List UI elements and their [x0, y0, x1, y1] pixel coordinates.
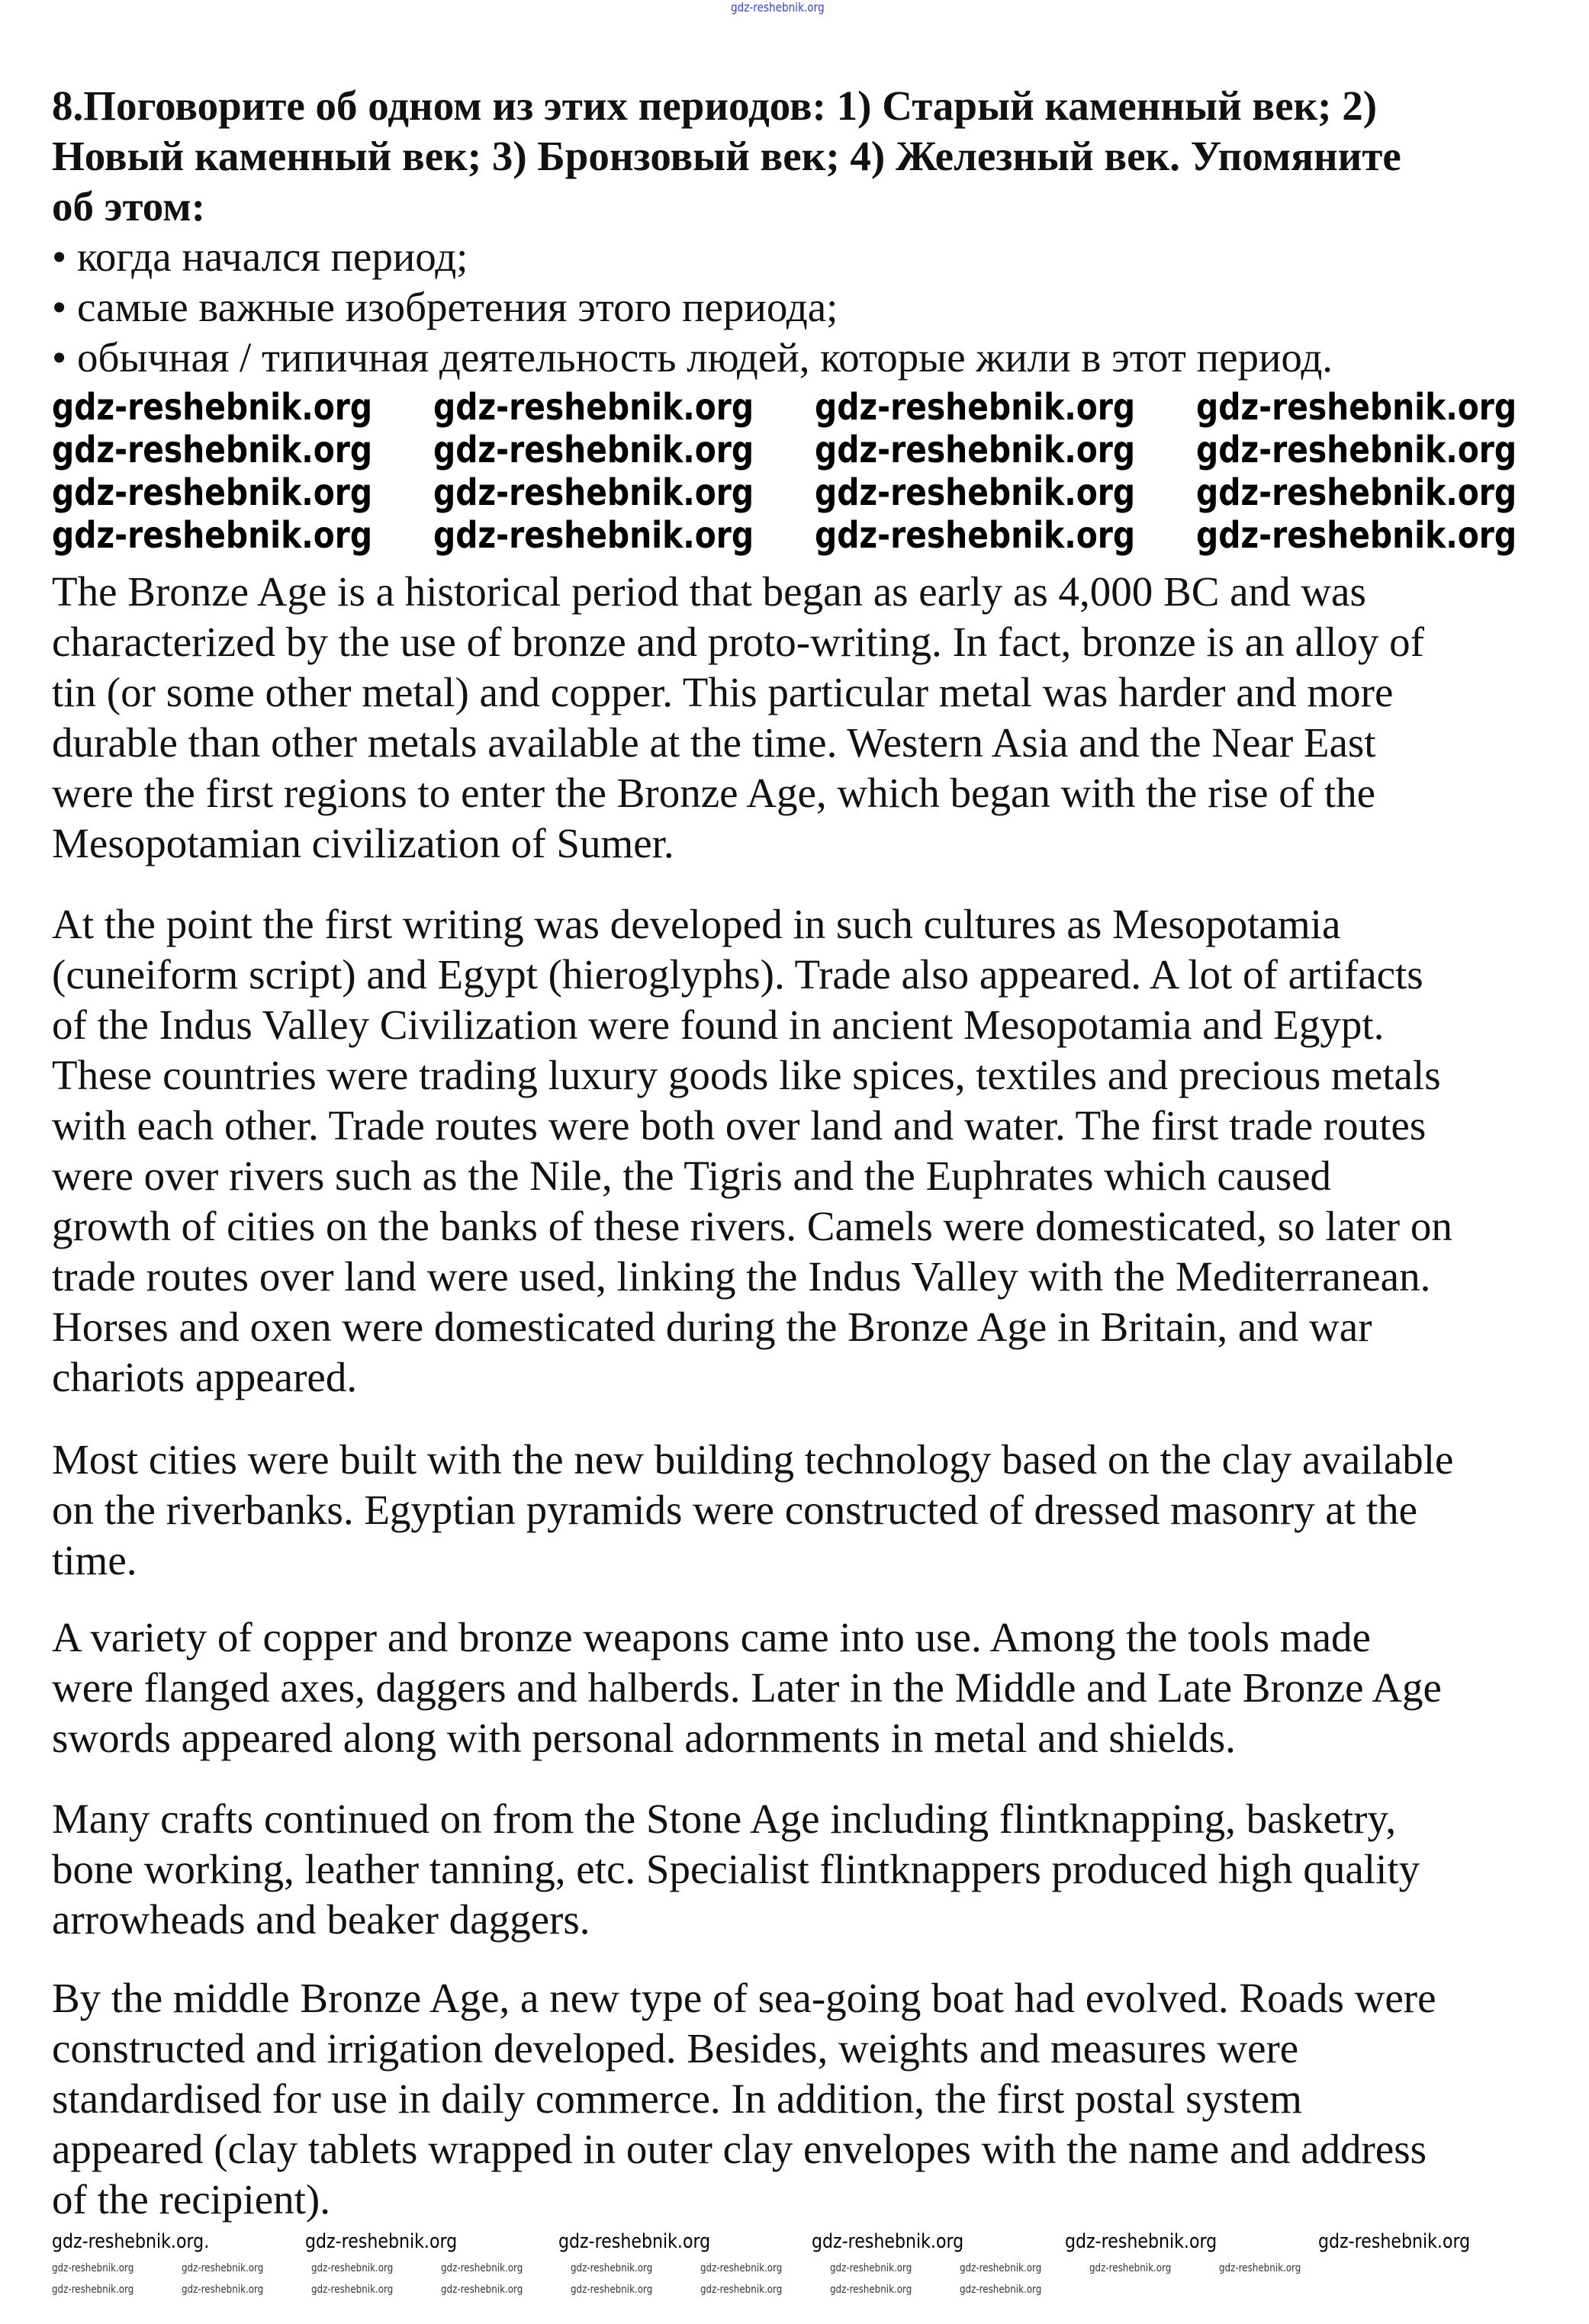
watermark: gdz-reshebnik.org [1196, 386, 1517, 429]
watermark: gdz-reshebnik.org [815, 429, 1136, 471]
watermark: gdz-reshebnik.org [1089, 2262, 1172, 2274]
paragraph-line: tin (or some other metal) and copper. This particular metal was harder and more [52, 669, 1394, 715]
answer-paragraph-4 [52, 1612, 1442, 1763]
answer-paragraph-2 [52, 899, 1452, 1403]
answer-paragraph-5 [52, 1794, 1420, 1945]
watermark: gdz-reshebnik.org [52, 429, 373, 471]
watermark: gdz-reshebnik.org [311, 2284, 394, 2296]
paragraph-line: At the point the first writing was developed in such cultures as Mesopotamia [52, 901, 1341, 947]
task-bullets [52, 232, 1333, 383]
paragraph-line: durable than other metals available at the time. Western Asia and the Near East [52, 719, 1376, 766]
paragraph-line: characterized by the use of bronze and proto-writing. In fact, bronze is an alloy of [52, 619, 1424, 665]
watermark: gdz-reshebnik.org [441, 2262, 523, 2274]
paragraph-line: arrowheads and beaker daggers. [52, 1896, 590, 1943]
watermark: gdz-reshebnik.org [52, 386, 373, 429]
answer-paragraph-6 [52, 1973, 1436, 2225]
paragraph-line: appeared (clay tablets wrapped in outer clay envelopes with the name and address [52, 2126, 1427, 2172]
watermark: gdz-reshebnik.org [52, 2284, 134, 2296]
paragraph-line: Many crafts continued on from the Stone Age including flintknapping, basketry, [52, 1795, 1397, 1842]
watermark: gdz-reshebnik.org [433, 514, 754, 557]
watermark: gdz-reshebnik.org [558, 2230, 711, 2253]
task-bullet: • обычная / типичная деятельность людей, которые жили в этот период. [52, 334, 1333, 381]
paragraph-line: constructed and irrigation developed. Besides, weights and measures were [52, 2025, 1299, 2072]
watermark: gdz-reshebnik.org [1196, 514, 1517, 557]
watermark: gdz-reshebnik.org [700, 2262, 783, 2274]
task-bullet: • когда начался период; [52, 233, 468, 280]
watermark: gdz-reshebnik.org [182, 2262, 264, 2274]
paragraph-line: were the first regions to enter the Bronze Age, which began with the rise of the [52, 770, 1375, 816]
paragraph-line: A variety of copper and bronze weapons came into use. Among the tools made [52, 1614, 1371, 1660]
answer-paragraph-3 [52, 1435, 1453, 1586]
task-heading-line: Новый каменный век; 3) Бронзовый век; 4) Железный век. Упомяните [52, 133, 1401, 179]
answer-paragraph-1 [52, 567, 1424, 869]
paragraph-line: were over rivers such as the Nile, the Tigris and the Euphrates which caused [52, 1152, 1332, 1199]
paragraph-line: swords appeared along with personal adornments in metal and shields. [52, 1715, 1236, 1761]
watermark: gdz-reshebnik.org [311, 2262, 394, 2274]
watermark: gdz-reshebnik.org [815, 471, 1136, 514]
watermark: gdz-reshebnik.org [441, 2284, 523, 2296]
paragraph-line: growth of cities on the banks of these rivers. Camels were domesticated, so later on [52, 1203, 1452, 1249]
task-text [52, 81, 1401, 232]
watermark: gdz-reshebnik.org [571, 2284, 653, 2296]
paragraph-line: with each other. Trade routes were both over land and water. The first trade routes [52, 1102, 1427, 1149]
paragraph-line: on the riverbanks. Egyptian pyramids were constructed of dressed masonry at the [52, 1487, 1418, 1533]
paragraph-line: By the middle Bronze Age, a new type of sea-going boat had evolved. Roads were [52, 1975, 1436, 2021]
watermark: gdz-reshebnik.org [182, 2284, 264, 2296]
watermark: gdz-reshebnik.org [815, 386, 1136, 429]
task-bullet: • самые важные изобретения этого периода; [52, 284, 838, 330]
watermark: gdz-reshebnik.org [305, 2230, 458, 2253]
task-heading-line: 8.Поговорите об одном из этих периодов: 1) Старый каменный век; 2) [52, 82, 1378, 129]
paragraph-line: (cuneiform script) and Egypt (hieroglyphs). Trade also appeared. A lot of artifacts [52, 951, 1423, 998]
paragraph-line: were flanged axes, daggers and halberds. Later in the Middle and Late Bronze Age [52, 1664, 1442, 1711]
paragraph-line: chariots appeared. [52, 1354, 358, 1400]
watermark: gdz-reshebnik.org [52, 471, 373, 514]
watermark: gdz-reshebnik.org [1318, 2230, 1471, 2253]
watermark: gdz-reshebnik.org [433, 386, 754, 429]
watermark: gdz-reshebnik.org [52, 514, 373, 557]
watermark: gdz-reshebnik.org [571, 2262, 653, 2274]
watermark: gdz-reshebnik.org [960, 2284, 1042, 2296]
watermark: gdz-reshebnik.org [812, 2230, 964, 2253]
watermark: gdz-reshebnik.org [830, 2284, 912, 2296]
watermark: gdz-reshebnik.org [960, 2262, 1042, 2274]
watermark: gdz-reshebnik.org [830, 2262, 912, 2274]
watermark: gdz-reshebnik.org. [52, 2230, 210, 2253]
watermark-top: gdz-reshebnik.org [731, 0, 825, 14]
watermark: gdz-reshebnik.org [433, 471, 754, 514]
task-heading-line: об этом: [52, 183, 206, 230]
paragraph-line: standardised for use in daily commerce. In addition, the first postal system [52, 2075, 1302, 2122]
watermark: gdz-reshebnik.org [1196, 471, 1517, 514]
watermark: gdz-reshebnik.org [433, 429, 754, 471]
watermark: gdz-reshebnik.org [1219, 2262, 1301, 2274]
watermark: gdz-reshebnik.org [1196, 429, 1517, 471]
watermark: gdz-reshebnik.org [815, 514, 1136, 557]
paragraph-line: bone working, leather tanning, etc. Specialist flintknappers produced high quality [52, 1846, 1420, 1892]
paragraph-line: of the recipient). [52, 2176, 330, 2223]
watermark: gdz-reshebnik.org [52, 2262, 134, 2274]
paragraph-line: The Bronze Age is a historical period that began as early as 4,000 BC and was [52, 568, 1366, 615]
paragraph-line: Mesopotamian civilization of Sumer. [52, 820, 674, 866]
paragraph-line: Most cities were built with the new building technology based on the clay available [52, 1436, 1454, 1483]
paragraph-line: Horses and oxen were domesticated during the Bronze Age in Britain, and war [52, 1303, 1372, 1350]
paragraph-line: time. [52, 1537, 137, 1583]
paragraph-line: trade routes over land were used, linking the Indus Valley with the Mediterranean. [52, 1253, 1431, 1300]
watermark: gdz-reshebnik.org [700, 2284, 783, 2296]
watermark: gdz-reshebnik.org [1065, 2230, 1217, 2253]
paragraph-line: of the Indus Valley Civilization were found in ancient Mesopotamia and Egypt. [52, 1001, 1385, 1048]
paragraph-line: These countries were trading luxury goods like spices, textiles and precious metals [52, 1052, 1441, 1098]
